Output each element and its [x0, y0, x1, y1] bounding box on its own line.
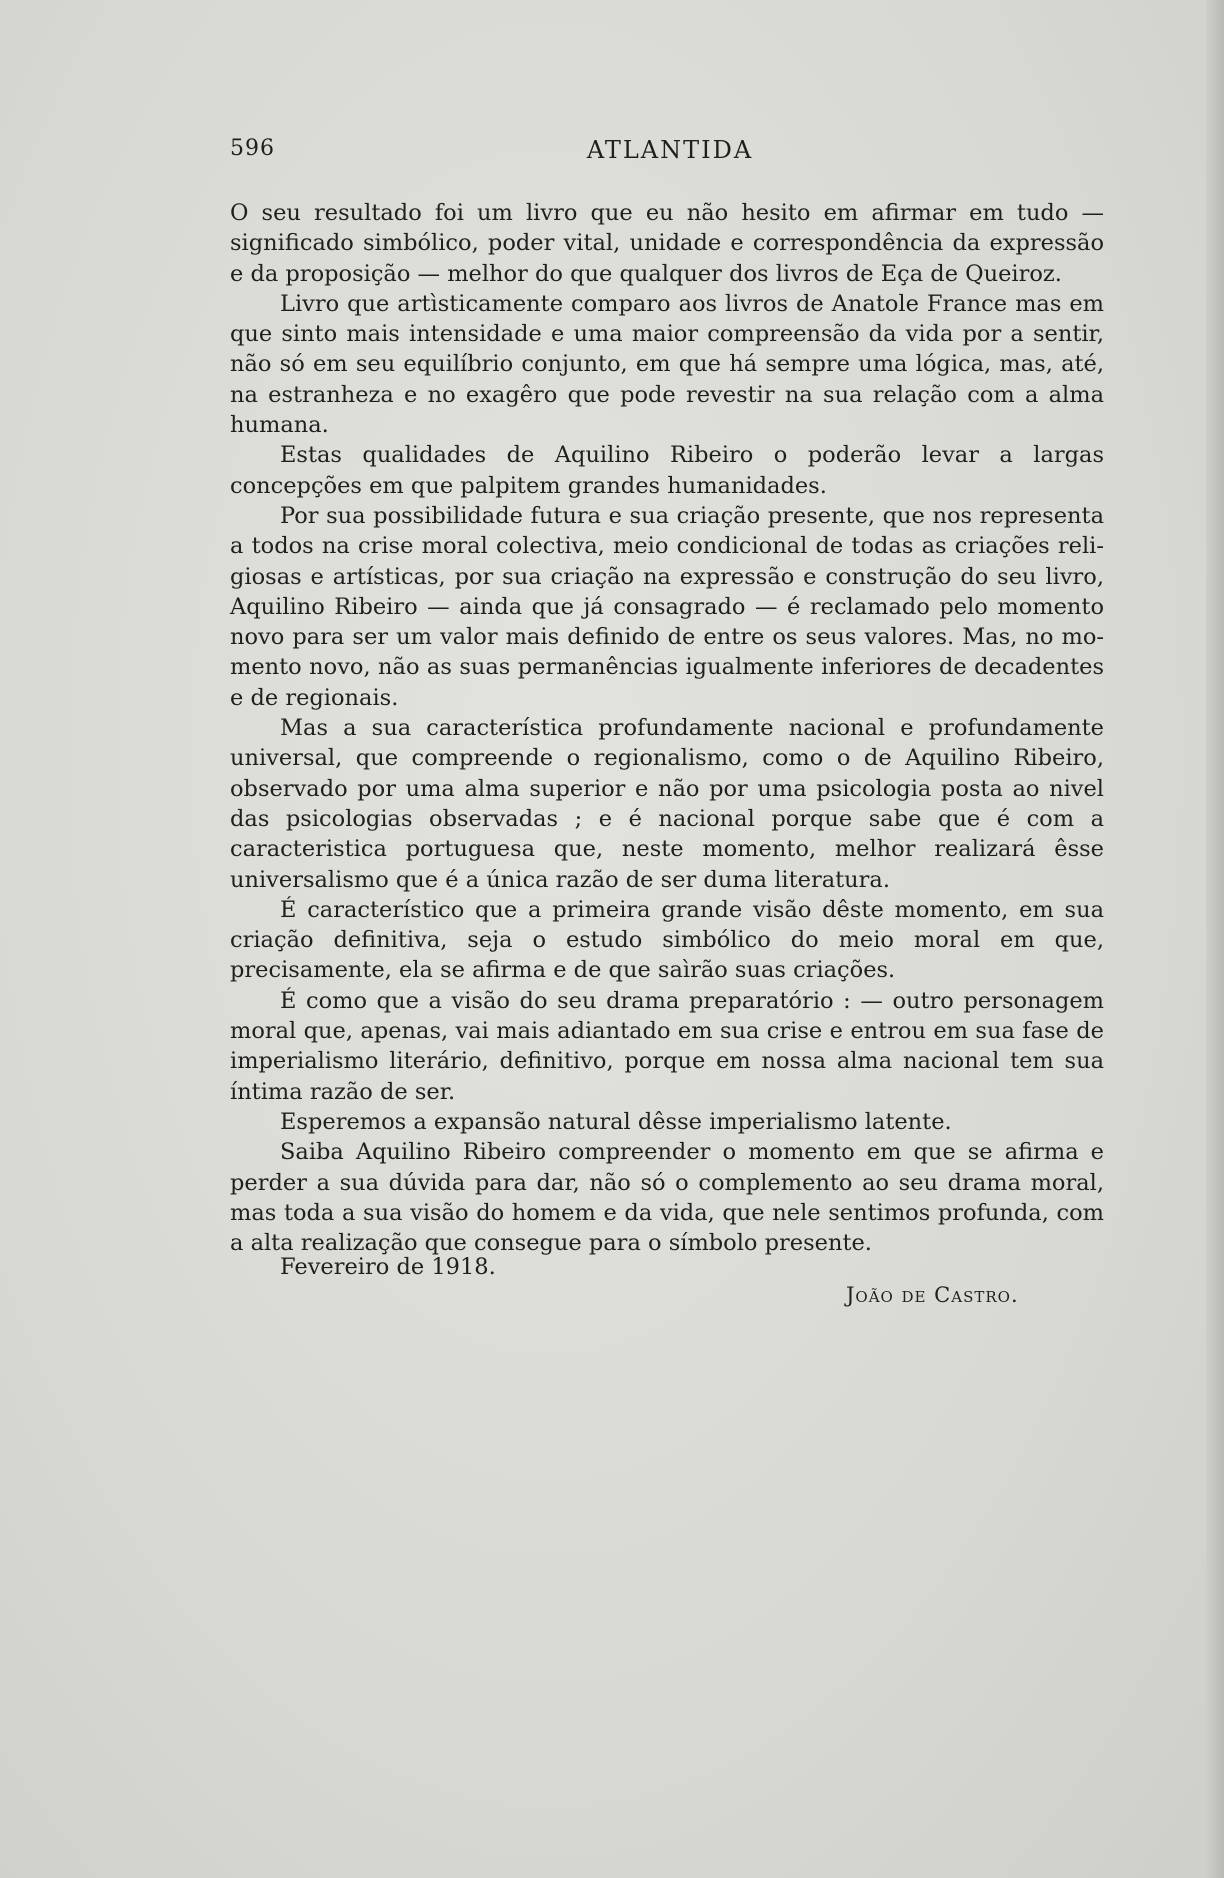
- paragraph: Esperemos a expansão natural dêsse imperialismo latente.: [280, 1108, 952, 1135]
- paragraph: Estas qualidades de Aquilino Ribeiro o poderão levar a largas concepções em que palpitem grandes humanidades.: [230, 442, 1104, 499]
- paragraph: O seu resultado foi um livro que eu não hesito em afirmar em tudo — significado simbólico, poder vital, unidade e correspondência da expressão e da proposição — melhor do que qualquer dos livros de Eça de Queiroz.: [230, 200, 1104, 287]
- paragraph: Por sua possibilidade futura e sua criação presente, que nos representa a todos na crise moral colectiva, meio condicional de todas as criações religiosas e artísticas, por sua criação na expressão e construção do seu livro, Aquilino Ribeiro — ainda que já consagrado — é reclamado pelo momento novo para ser um valor mais definido de entre os seus valores. Mas, no momento novo, não as suas permanências igualmente inferiores de decadentes e de regionais.: [230, 502, 1104, 711]
- author-signature: João de Castro.: [846, 1283, 1019, 1307]
- page-header: [230, 136, 1110, 170]
- page-edge-shadow: [1206, 0, 1224, 1878]
- paragraph: Mas a sua característica profundamente nacional e profundamente universal, que compreende o regionalismo, como o de Aquilino Ribeiro, observado por uma alma superior e não por uma psicologia posta ao nivel das psicologias observadas ; e é nacional porque sabe que é com a caracteristica portuguesa que, neste momento, melhor realizará êsse universalismo que é a única razão de ser duma literatura.: [230, 715, 1104, 893]
- page-number: 596: [230, 136, 275, 161]
- paragraph: É como que a visão do seu drama preparatório : — outro personagem moral que, apenas, vai mais adiantado em sua crise e entrou em sua fase de imperialismo literário, definitivo, porque em nossa alma nacional tem sua íntima razão de ser.: [230, 987, 1104, 1105]
- dateline: Fevereiro de 1918.: [280, 1254, 496, 1280]
- paragraph: Livro que artìsticamente comparo aos livros de Anatole France mas em que sinto mais intensidade e uma maior compreensão da vida por a sentir, não só em seu equilíbrio conjunto, em que há sempre uma lógica, mas, até, na estranheza e no exagêro que pode revestir na sua relação com a alma humana.: [230, 290, 1104, 439]
- paragraph: É característico que a primeira grande visão dêste momento, em sua criação definitiva, seja o estudo simbólico do meio moral em que, precisamente, ela se afirma e de que saìrão suas criações.: [230, 896, 1104, 984]
- paragraph: Saiba Aquilino Ribeiro compreender o momento em que se afirma e perder a sua dúvida para dar, não só o complemento ao seu drama moral, mas toda a sua visão do homem e da vida, que nele sentimos profunda, com a alta realização que consegue para o símbolo presente.: [230, 1139, 1104, 1257]
- running-title: ATLANTIDA: [586, 136, 754, 164]
- article-body: [230, 198, 1104, 1258]
